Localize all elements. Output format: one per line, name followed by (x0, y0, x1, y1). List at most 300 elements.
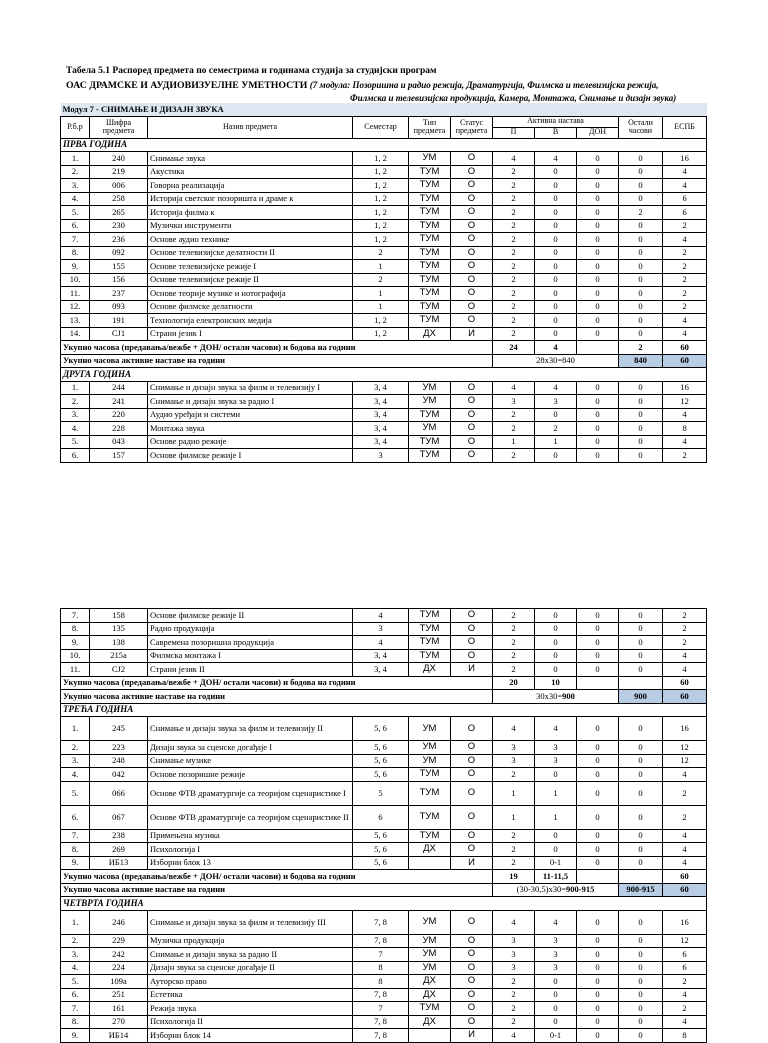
cell-type: ДХ (409, 1015, 451, 1029)
cell-other: 0 (619, 741, 663, 755)
cell-name: Савремена позоришна продукција (148, 636, 353, 650)
cell-p: 4 (493, 381, 535, 395)
cell-code: 066 (90, 781, 148, 805)
cell-p: 2 (493, 622, 535, 636)
cell-p: 2 (493, 233, 535, 247)
cell-other: 0 (619, 975, 663, 989)
cell-v: 3 (535, 754, 577, 768)
table-row (61, 649, 707, 663)
cell-type (409, 856, 451, 870)
cell-other: 0 (619, 260, 663, 274)
cell-don: 0 (577, 246, 619, 260)
cell-code: 158 (90, 609, 148, 623)
cell-don: 0 (577, 152, 619, 166)
cell-semester: 8 (353, 961, 409, 975)
active-espb: 60 (663, 354, 707, 368)
cell-semester: 1, 2 (353, 165, 409, 179)
cell-semester: 1 (353, 287, 409, 301)
cell-name: Изборни блок 13 (148, 856, 353, 870)
cell-semester: 5, 6 (353, 717, 409, 741)
cell-don: 0 (577, 948, 619, 962)
cell-v: 4 (535, 381, 577, 395)
cell-other: 0 (619, 717, 663, 741)
cell-v: 1 (535, 781, 577, 805)
cell-code: 135 (90, 622, 148, 636)
cell-status: И (451, 1029, 493, 1043)
cell-name: Страни језик I (148, 327, 353, 341)
cell-type: УМ (409, 948, 451, 962)
cell-semester: 5, 6 (353, 843, 409, 857)
cell-don: 0 (577, 449, 619, 463)
cell-don: 0 (577, 717, 619, 741)
cell-don: 0 (577, 829, 619, 843)
cell-status: О (451, 805, 493, 829)
cell-name: Основе филмске режије I (148, 449, 353, 463)
cell-espb: 16 (663, 381, 707, 395)
cell-name: Снимање и дизајн звука за радио I (148, 395, 353, 409)
cell-rb: 14. (61, 327, 90, 341)
total-p: 19 (493, 870, 535, 884)
cell-p: 2 (493, 609, 535, 623)
cell-rb: 7. (61, 233, 90, 247)
cell-status: О (451, 449, 493, 463)
cell-code: 241 (90, 395, 148, 409)
cell-name: Основе ФТВ драматургије са теоријом сценаристике II (148, 805, 353, 829)
header-code: Шифра предмета (90, 116, 148, 138)
active-formula-prefix: (30-30,5)x30= (516, 884, 567, 895)
cell-code: 042 (90, 768, 148, 782)
cell-other: 0 (619, 609, 663, 623)
cell-name: Снимање и дизајн звука за филм и телевизију I (148, 381, 353, 395)
cell-rb: 8. (61, 1015, 90, 1029)
cell-type: ДХ (409, 663, 451, 677)
cell-semester: 1, 2 (353, 206, 409, 220)
cell-semester: 1, 2 (353, 179, 409, 193)
table-row (61, 717, 707, 741)
cell-name: Основе телевизијске делатности II (148, 246, 353, 260)
cell-p: 2 (493, 327, 535, 341)
active-formula-result: 900 (562, 690, 575, 701)
year-heading-4: ЧЕТВРТА ГОДИНА (61, 897, 707, 911)
cell-semester: 3 (353, 622, 409, 636)
cell-code: 219 (90, 165, 148, 179)
table-row (61, 1002, 707, 1016)
cell-semester: 7 (353, 948, 409, 962)
cell-don: 0 (577, 622, 619, 636)
cell-other: 0 (619, 300, 663, 314)
cell-type: ТУМ (409, 622, 451, 636)
cell-status: О (451, 741, 493, 755)
cell-rb: 6. (61, 219, 90, 233)
cell-other: 0 (619, 948, 663, 962)
cell-status: О (451, 273, 493, 287)
table-row (61, 192, 707, 206)
cell-don: 0 (577, 422, 619, 436)
cell-type: ТУМ (409, 246, 451, 260)
cell-v: 0 (535, 219, 577, 233)
cell-semester: 3, 4 (353, 381, 409, 395)
cell-code: 237 (90, 287, 148, 301)
cell-other: 0 (619, 273, 663, 287)
cell-semester: 5, 6 (353, 754, 409, 768)
cell-espb: 4 (663, 843, 707, 857)
table-row (61, 206, 707, 220)
cell-code: 251 (90, 988, 148, 1002)
cell-type: ТУМ (409, 781, 451, 805)
cell-p: 4 (493, 717, 535, 741)
cell-espb: 4 (663, 179, 707, 193)
cell-type: УМ (409, 395, 451, 409)
cell-v: 0 (535, 233, 577, 247)
table-row (61, 152, 707, 166)
active-hours: 900 (619, 690, 663, 704)
cell-don: 0 (577, 843, 619, 857)
cell-rb: 4. (61, 192, 90, 206)
cell-type: ТУМ (409, 609, 451, 623)
cell-v: 0 (535, 829, 577, 843)
cell-p: 2 (493, 768, 535, 782)
table-row (61, 768, 707, 782)
table-row (61, 314, 707, 328)
year-3-rows (61, 717, 707, 870)
cell-espb: 2 (663, 609, 707, 623)
cell-name: Ауторско право (148, 975, 353, 989)
table-row (61, 663, 707, 677)
cell-name: Историја филма к (148, 206, 353, 220)
table-row (61, 287, 707, 301)
cell-type: ДХ (409, 988, 451, 1002)
cell-v: 0 (535, 260, 577, 274)
cell-don: 0 (577, 165, 619, 179)
year-2-rows-b (61, 609, 707, 677)
cell-status: О (451, 910, 493, 934)
cell-v: 4 (535, 717, 577, 741)
program-modules-line: (7 модула: Позоришна и радио режија, Драматургија, Филмска и телевизијска режија, (309, 80, 659, 90)
cell-semester: 8 (353, 975, 409, 989)
cell-name: Снимање звука (148, 152, 353, 166)
cell-semester: 5 (353, 781, 409, 805)
cell-semester: 3, 4 (353, 663, 409, 677)
total-other (619, 870, 663, 884)
cell-p: 3 (493, 961, 535, 975)
cell-rb: 1. (61, 152, 90, 166)
cell-v: 0 (535, 768, 577, 782)
cell-status: О (451, 219, 493, 233)
total-label: Укупно часова (предавања/вежбе + ДОН/ остали часови) и бодова на години (61, 676, 493, 690)
cell-other: 0 (619, 422, 663, 436)
year-heading-1: ПРВА ГОДИНА (61, 138, 707, 152)
cell-p: 3 (493, 754, 535, 768)
cell-v: 0-1 (535, 856, 577, 870)
cell-other: 0 (619, 910, 663, 934)
cell-don: 0 (577, 179, 619, 193)
cell-espb: 6 (663, 948, 707, 962)
cell-p: 2 (493, 663, 535, 677)
cell-code: 157 (90, 449, 148, 463)
cell-type: ТУМ (409, 300, 451, 314)
cell-code: 230 (90, 219, 148, 233)
cell-semester: 7, 8 (353, 910, 409, 934)
table-row (61, 934, 707, 948)
cell-other: 0 (619, 622, 663, 636)
cell-rb: 9. (61, 1029, 90, 1043)
cell-name: Акустика (148, 165, 353, 179)
cell-espb: 2 (663, 622, 707, 636)
cell-name: Примењена музика (148, 829, 353, 843)
cell-v: 0 (535, 327, 577, 341)
cell-semester: 1, 2 (353, 233, 409, 247)
cell-status: О (451, 829, 493, 843)
cell-other: 0 (619, 287, 663, 301)
cell-don: 0 (577, 219, 619, 233)
cell-rb: 3. (61, 408, 90, 422)
cell-type: УМ (409, 152, 451, 166)
cell-don: 0 (577, 754, 619, 768)
cell-p: 3 (493, 741, 535, 755)
cell-v: 0 (535, 1002, 577, 1016)
cell-espb: 6 (663, 961, 707, 975)
total-other (619, 676, 663, 690)
cell-type: УМ (409, 422, 451, 436)
table-row (61, 609, 707, 623)
cell-code: 245 (90, 717, 148, 741)
year-heading-2: ДРУГА ГОДИНА (61, 368, 707, 382)
cell-status: О (451, 408, 493, 422)
total-don (577, 341, 619, 355)
cell-p: 2 (493, 1015, 535, 1029)
cell-type: ТУМ (409, 260, 451, 274)
cell-espb: 4 (663, 768, 707, 782)
cell-status: О (451, 781, 493, 805)
cell-rb: 7. (61, 1002, 90, 1016)
cell-don: 0 (577, 206, 619, 220)
cell-code: 006 (90, 179, 148, 193)
cell-status: О (451, 395, 493, 409)
year-2-rows-a (61, 381, 707, 462)
cell-code: 093 (90, 300, 148, 314)
cell-v: 0 (535, 287, 577, 301)
cell-don: 0 (577, 934, 619, 948)
cell-espb: 4 (663, 165, 707, 179)
cell-status: О (451, 233, 493, 247)
cell-status: О (451, 435, 493, 449)
cell-other: 0 (619, 314, 663, 328)
cell-type: ТУМ (409, 233, 451, 247)
cell-name: Основе филмске делатности (148, 300, 353, 314)
cell-espb: 2 (663, 449, 707, 463)
cell-name: Технологија електронских медија (148, 314, 353, 328)
cell-code: 067 (90, 805, 148, 829)
cell-code: 092 (90, 246, 148, 260)
cell-type: УМ (409, 381, 451, 395)
total-espb: 60 (663, 676, 707, 690)
cell-code: 156 (90, 273, 148, 287)
cell-v: 0 (535, 165, 577, 179)
cell-p: 2 (493, 449, 535, 463)
cell-v: 0 (535, 636, 577, 650)
cell-other: 0 (619, 395, 663, 409)
table-row (61, 246, 707, 260)
cell-espb: 12 (663, 934, 707, 948)
cell-code: 269 (90, 843, 148, 857)
cell-don: 0 (577, 1002, 619, 1016)
cell-name: Снимање музике (148, 754, 353, 768)
cell-semester: 2 (353, 246, 409, 260)
cell-v: 0 (535, 179, 577, 193)
cell-rb: 4. (61, 768, 90, 782)
active-label: Укупно часова активне наставе на години (61, 883, 493, 897)
cell-p: 4 (493, 152, 535, 166)
cell-type: ДХ (409, 843, 451, 857)
total-p: 24 (493, 341, 535, 355)
program-title-main: ОАС ДРАМСКЕ И АУДИОВИЗУЕЛНЕ УМЕТНОСТИ (66, 80, 308, 91)
cell-p: 1 (493, 435, 535, 449)
table-row (61, 327, 707, 341)
total-espb: 60 (663, 341, 707, 355)
cell-espb: 12 (663, 754, 707, 768)
active-label: Укупно часова активне наставе на години (61, 354, 493, 368)
cell-status: И (451, 856, 493, 870)
cell-name: Основе телевизијске режије II (148, 273, 353, 287)
header-status: Статус предмета (451, 116, 493, 138)
cell-espb: 2 (663, 287, 707, 301)
cell-status: И (451, 327, 493, 341)
cell-name: Изборни блок 14 (148, 1029, 353, 1043)
cell-other: 0 (619, 165, 663, 179)
cell-rb: 7. (61, 609, 90, 623)
cell-rb: 2. (61, 741, 90, 755)
table-row (61, 636, 707, 650)
cell-other: 0 (619, 152, 663, 166)
cell-status: О (451, 381, 493, 395)
cell-v: 3 (535, 948, 577, 962)
total-label: Укупно часова (предавања/вежбе + ДОН/ остали часови) и бодова на години (61, 870, 493, 884)
active-formula: 28x30=840 (493, 354, 619, 368)
cell-v: 0 (535, 1015, 577, 1029)
cell-other: 0 (619, 988, 663, 1002)
cell-type: ДХ (409, 975, 451, 989)
cell-type: ТУМ (409, 206, 451, 220)
cell-don: 0 (577, 327, 619, 341)
table-row (61, 741, 707, 755)
cell-code: 043 (90, 435, 148, 449)
cell-code: 191 (90, 314, 148, 328)
cell-semester: 4 (353, 609, 409, 623)
table-row (61, 805, 707, 829)
cell-type: ТУМ (409, 1002, 451, 1016)
cell-code: ИБ14 (90, 1029, 148, 1043)
cell-p: 2 (493, 273, 535, 287)
cell-espb: 2 (663, 781, 707, 805)
cell-semester: 5, 6 (353, 856, 409, 870)
cell-name: Основе телевизијске режије I (148, 260, 353, 274)
cell-semester: 3, 4 (353, 408, 409, 422)
cell-rb: 8. (61, 622, 90, 636)
cell-status: О (451, 948, 493, 962)
cell-status: О (451, 422, 493, 436)
cell-rb: 1. (61, 381, 90, 395)
schedule-table-part-1 (60, 103, 707, 463)
cell-status: О (451, 636, 493, 650)
cell-rb: 6. (61, 449, 90, 463)
cell-rb: 13. (61, 314, 90, 328)
table-row (61, 988, 707, 1002)
cell-p: 2 (493, 649, 535, 663)
cell-other: 0 (619, 381, 663, 395)
cell-status: О (451, 192, 493, 206)
cell-semester: 7 (353, 1002, 409, 1016)
active-hours: 840 (619, 354, 663, 368)
cell-p: 2 (493, 179, 535, 193)
cell-other: 0 (619, 768, 663, 782)
cell-name: Музичка продукција (148, 934, 353, 948)
cell-other: 0 (619, 233, 663, 247)
cell-type: ТУМ (409, 805, 451, 829)
cell-p: 2 (493, 1002, 535, 1016)
cell-p: 1 (493, 805, 535, 829)
cell-semester: 6 (353, 805, 409, 829)
cell-espb: 4 (663, 829, 707, 843)
cell-status: О (451, 717, 493, 741)
cell-v: 3 (535, 741, 577, 755)
cell-rb: 3. (61, 179, 90, 193)
cell-semester: 3, 4 (353, 395, 409, 409)
cell-name: Естетика (148, 988, 353, 1002)
cell-don: 0 (577, 260, 619, 274)
cell-type: УМ (409, 910, 451, 934)
year-1-active-row (61, 354, 707, 368)
cell-don: 0 (577, 961, 619, 975)
table-row (61, 165, 707, 179)
cell-espb: 4 (663, 435, 707, 449)
cell-p: 2 (493, 246, 535, 260)
year-4-rows (61, 910, 707, 1042)
cell-don: 0 (577, 609, 619, 623)
cell-other: 0 (619, 435, 663, 449)
table-row (61, 910, 707, 934)
cell-semester: 5, 6 (353, 829, 409, 843)
cell-rb: 4. (61, 422, 90, 436)
cell-code: 229 (90, 934, 148, 948)
cell-v: 1 (535, 435, 577, 449)
cell-don: 0 (577, 300, 619, 314)
cell-name: Историја светског позоришта и драме к (148, 192, 353, 206)
cell-espb: 4 (663, 663, 707, 677)
cell-v: 0 (535, 843, 577, 857)
cell-rb: 9. (61, 856, 90, 870)
cell-type: ТУМ (409, 219, 451, 233)
cell-type: ДХ (409, 327, 451, 341)
cell-p: 4 (493, 910, 535, 934)
cell-status: О (451, 300, 493, 314)
table-row (61, 829, 707, 843)
cell-status: О (451, 988, 493, 1002)
table-caption: Табела 5.1 Распоред предмета по семестрима и годинама студија за студијски програм (66, 66, 437, 76)
cell-other: 0 (619, 219, 663, 233)
cell-espb: 2 (663, 636, 707, 650)
active-formula-prefix: 30x30= (536, 690, 563, 701)
cell-name: Основе теорије музике и нотографија (148, 287, 353, 301)
cell-other: 0 (619, 1002, 663, 1016)
table-row (61, 1029, 707, 1043)
active-formula (493, 690, 619, 704)
cell-code: 138 (90, 636, 148, 650)
cell-other: 0 (619, 1029, 663, 1043)
cell-status: О (451, 206, 493, 220)
cell-status: О (451, 609, 493, 623)
cell-don: 0 (577, 649, 619, 663)
active-espb: 60 (663, 690, 707, 704)
